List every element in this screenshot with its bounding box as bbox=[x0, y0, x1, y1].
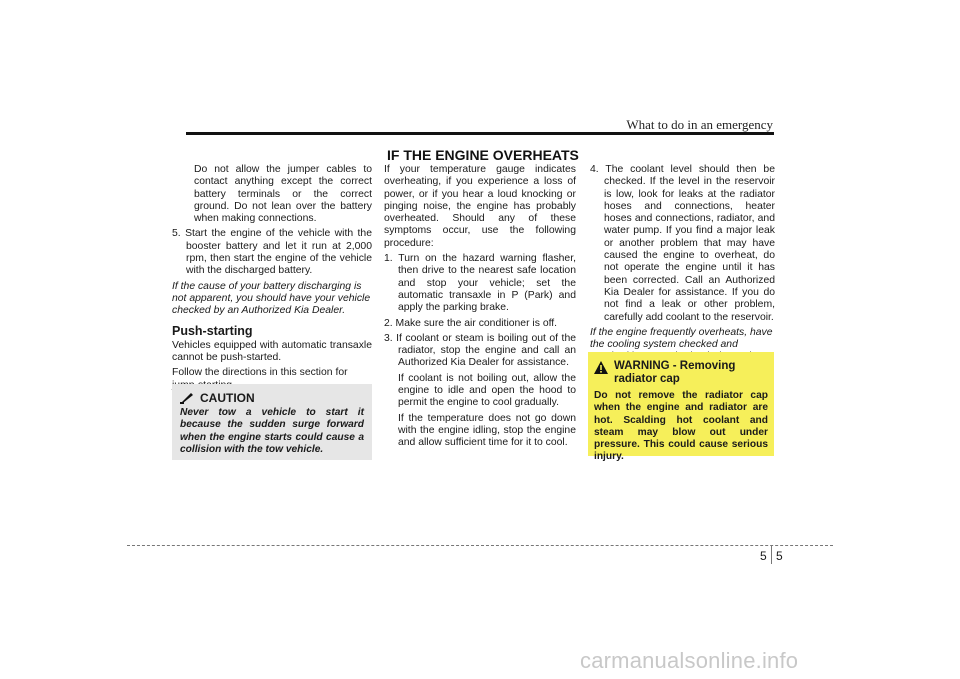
header-title: What to do in an emergency bbox=[626, 117, 773, 132]
step-5: 5. Start the engine of the vehicle with the booster battery and let it run at 2,000 rpm, then start the engine of the vehicle with the discharged battery. bbox=[172, 228, 372, 277]
push-starting-paragraph-2: Follow the directions in this section for bbox=[172, 367, 348, 379]
step-4: 4. The coolant level should then be checked. If the level in the reservoir is low, look for leaks at the radiator hoses and connections, heater hoses and connections, radiator, and water pump. If you find a major leak or another problem that may have caused the engine to overheat, do not operate the engine until it has been corrected. Call an Authorized Kia Dealer for assistance. If you do not find a leak or other problem, carefully add coolant to the reservoir. bbox=[590, 164, 775, 323]
chapter-number: 5 bbox=[760, 549, 767, 563]
column-middle bbox=[384, 164, 576, 453]
caution-title: CAUTION bbox=[200, 391, 255, 405]
step-3: 3. If coolant or steam is boiling out of the radiator, stop the engine and call an Authorized Kia Dealer for assistance. bbox=[384, 332, 576, 369]
footer-rule bbox=[127, 545, 833, 546]
overheat-intro: If your temperature gauge indicates overheating, if you experience a loss of power, or if you hear a loud knocking or pinging noise, the engine has probably overheated. Should any of these symptoms occur, use the following procedure: bbox=[384, 164, 576, 249]
battery-note: If the cause of your battery discharging is not apparent, you should have your vehicle checked by an Authorized Kia Dealer. bbox=[172, 280, 371, 317]
overheat-note: If the engine frequently overheats, have the cooling system checked and bbox=[590, 326, 773, 351]
header-rule bbox=[186, 132, 774, 135]
warning-icon bbox=[594, 361, 608, 374]
warning-header bbox=[594, 360, 768, 386]
caution-header bbox=[180, 391, 364, 405]
warning-text: Do not remove the radiator cap when the engine and radiator are hot. Scalding hot coolant and steam may blow out under pressure. This could cause serious injury. bbox=[594, 390, 768, 463]
column-left bbox=[172, 164, 372, 395]
watermark: carmanualsonline.info bbox=[580, 648, 799, 673]
push-starting-paragraph-1: Vehicles equipped with automatic transaxle cannot be push-started. bbox=[172, 339, 372, 364]
warning-title: WARNING - Removing radiator cap bbox=[614, 360, 736, 385]
warning-box bbox=[588, 352, 774, 463]
caution-text: Never tow a vehicle to start it because the sudden surge forward when the engine starts could cause a collision with the tow vehicle. bbox=[180, 407, 364, 455]
caution-box bbox=[172, 384, 372, 460]
push-starting-heading: Push-starting bbox=[172, 323, 253, 338]
column-right bbox=[590, 164, 775, 367]
step-3-sub-1: If coolant is not boiling out, allow the engine to idle and open the hood to permit the engine to cool gradually. bbox=[398, 372, 576, 409]
step-2: 2. Make sure the air conditioner is off. bbox=[384, 317, 558, 329]
jumper-cables-paragraph: Do not allow the jumper cables to contact anything except the correct battery terminals or the correct ground. Do not lean over the battery when making connections. bbox=[194, 164, 372, 225]
step-1: 1. Turn on the hazard warning flasher, then drive to the nearest safe location and stop your vehicle; set the automatic transaxle in P (Park) and apply the parking brake. bbox=[384, 253, 576, 314]
step-3-sub-2: If the temperature does not go down with the engine idling, stop the engine and allow sufficient time for it to cool. bbox=[398, 412, 576, 449]
footer-divider bbox=[771, 546, 772, 564]
section-title: IF THE ENGINE OVERHEATS bbox=[387, 147, 579, 163]
caution-icon bbox=[180, 392, 194, 404]
page-number: 5 bbox=[776, 549, 783, 563]
